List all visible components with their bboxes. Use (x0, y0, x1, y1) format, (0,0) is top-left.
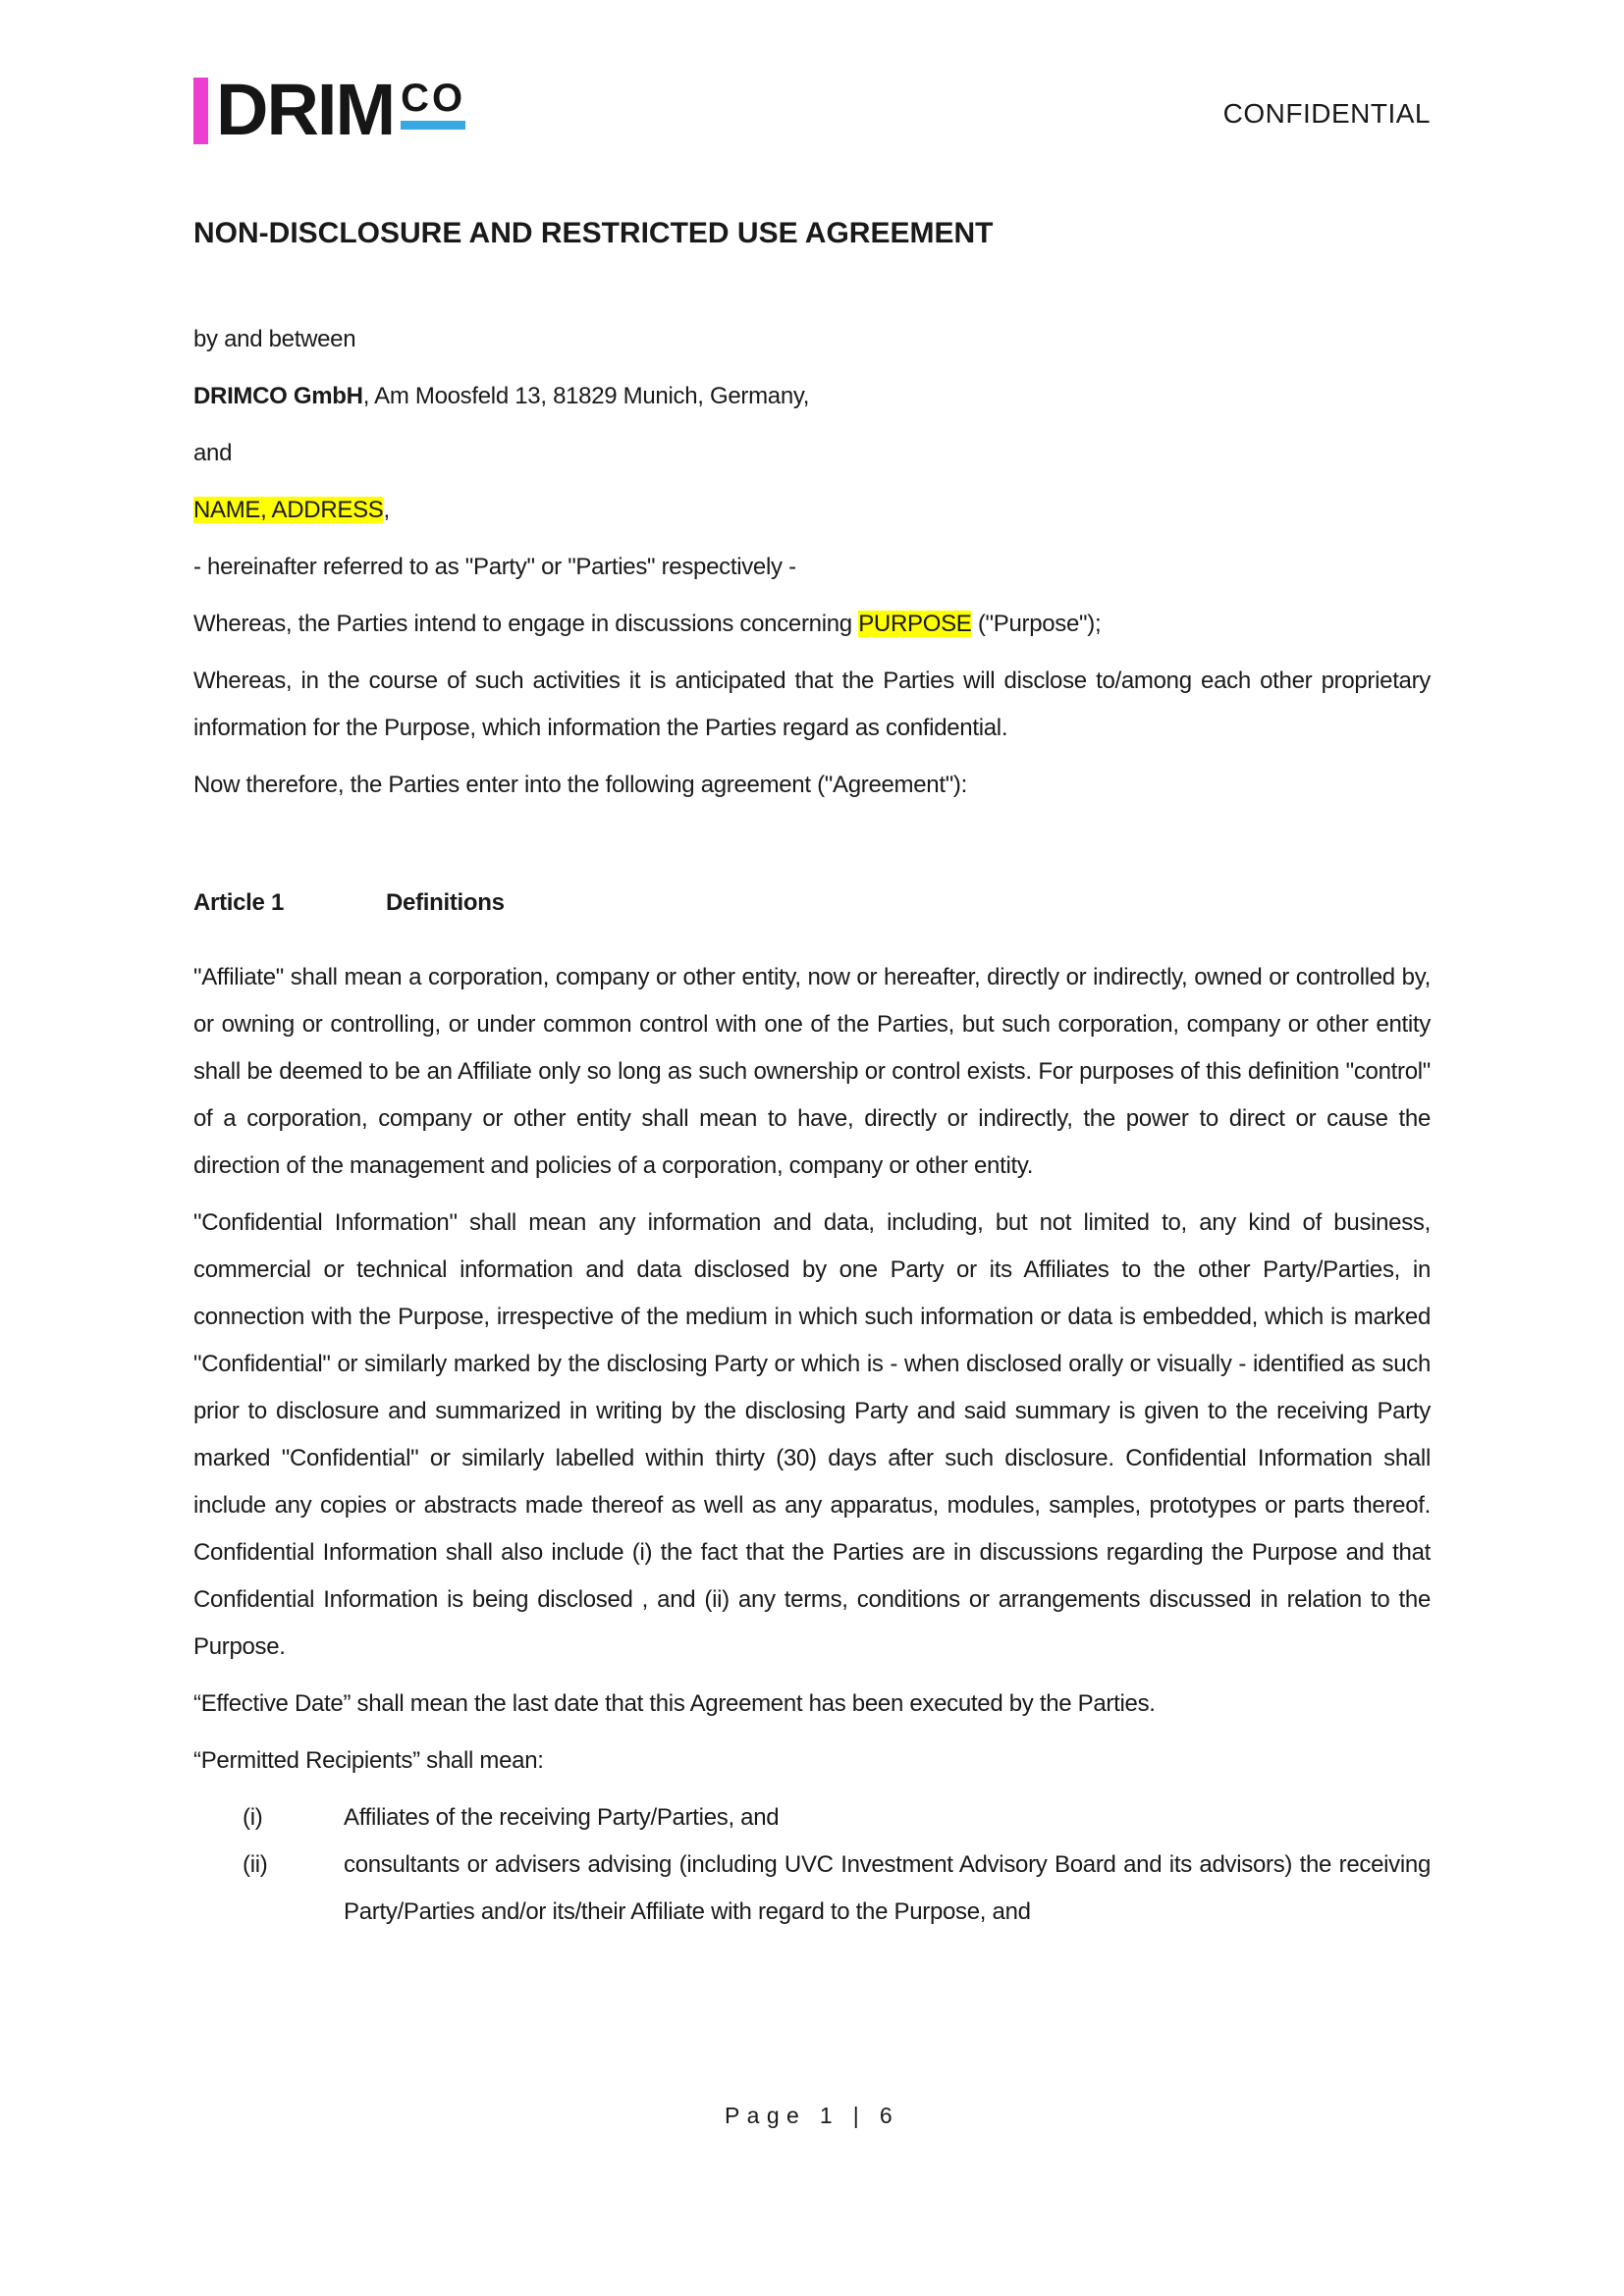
logo-suffix-text: CO (401, 77, 466, 120)
intro-section (193, 316, 1431, 809)
text-segment: - hereinafter referred to as "Party" or "Parties" respectively - (193, 554, 796, 580)
text-segment: , Am Moosfeld 13, 81829 Munich, Germany, (362, 383, 810, 409)
bold-text: DRIMCO GmbH (193, 383, 363, 409)
article-1-title: Definitions (386, 889, 505, 916)
text-segment: Now therefore, the Parties enter into the following agreement ("Agreement"): (193, 772, 967, 798)
paragraph-hereinafter (193, 544, 1431, 591)
article-1-number: Article 1 (193, 889, 285, 916)
text-segment: ("Purpose"); (971, 611, 1102, 637)
highlighted-text: NAME, ADDRESS (193, 497, 384, 523)
text-segment: “Permitted Recipients” shall mean: (193, 1747, 544, 1774)
logo-magenta-bar-icon (193, 78, 208, 144)
paragraph-by-and-between (193, 316, 1431, 363)
document-title: NON-DISCLOSURE AND RESTRICTED USE AGREEMENT (193, 217, 994, 249)
definition-confidential-information (193, 1200, 1431, 1671)
text-segment: “Effective Date” shall mean the last date that this Agreement has been executed by the Parties. (193, 1690, 1156, 1717)
text-segment: Whereas, in the course of such activities it is anticipated that the Parties will disclose to/among each other proprietary information for the Purpose, which information the Parties regard as confidential. (193, 667, 1431, 741)
list-item-marker: (i) (243, 1804, 263, 1831)
paragraph-drimco-address (193, 373, 1431, 420)
paragraph-whereas-purpose (193, 601, 1431, 648)
page-header (193, 69, 1431, 150)
paragraph-now-therefore (193, 762, 1431, 809)
list-item-i (193, 1794, 1431, 1842)
text-segment: and (193, 440, 233, 466)
text-segment: "Confidential Information" shall mean any information and data, including, but not limited to, any kind of business, commercial or technical information and data disclosed by one Party or its Affiliates to the other Party/Parties, in connection with the Purpose, irrespective of the medium in which such information or data is embedded, which is marked "Confidential" or similarly marked by the disclosing Party or which is - when disclosed orally or visually - identified as such prior to disclosure and summarized in writing by the disclosing Party and said summary is given to the receiving Party marked "Confidential" or similarly labelled within thirty (30) days after such disclosure. Confidential Information shall include any copies or abstracts made thereof as well as any apparatus, modules, samples, prototypes or parts thereof. Confidential Information shall also include (i) the fact that the Parties are in discussions regarding the Purpose and that Confidential Information is being disclosed , and (ii) any terms, conditions or arrangements discussed in relation to the Purpose. (193, 1209, 1431, 1660)
permitted-recipients-list (193, 1794, 1431, 1936)
text-segment: by and between (193, 326, 356, 352)
list-item-text: consultants or advisers advising (including UVC Investment Advisory Board and its advisors) the receiving Party/Parties and/or its/their Affiliate with regard to the Purpose, and (344, 1851, 1431, 1925)
paragraph-whereas-course (193, 658, 1431, 752)
article-1-heading (193, 880, 1431, 927)
highlighted-text: PURPOSE (858, 611, 972, 637)
definition-effective-date (193, 1681, 1431, 1728)
logo-suffix-block (401, 77, 466, 130)
paragraph-name-address (193, 487, 1431, 534)
list-item-text: Affiliates of the receiving Party/Parties, and (344, 1804, 780, 1831)
definition-affiliate (193, 954, 1431, 1190)
list-item-marker: (ii) (243, 1851, 268, 1878)
paragraph-and (193, 430, 1431, 477)
list-item-ii (193, 1842, 1431, 1936)
definitions-section (193, 954, 1431, 1785)
text-segment: , (383, 497, 390, 523)
page-number-footer: Page 1 | 6 (724, 2103, 900, 2128)
confidential-label: CONFIDENTIAL (1222, 98, 1431, 129)
logo-cyan-underline-icon (401, 121, 465, 130)
definition-permitted-recipients (193, 1737, 1431, 1785)
logo-brand-text: DRIM (216, 69, 395, 150)
drimco-logo (193, 69, 466, 150)
text-segment: "Affiliate" shall mean a corporation, company or other entity, now or hereafter, directly or indirectly, owned or controlled by, or owning or controlling, or under common control with one of the Parties, but such corporation, company or other entity shall be deemed to be an Affiliate only so long as such ownership or control exists. For purposes of this definition "control" of a corporation, company or other entity shall mean to have, directly or indirectly, the power to direct or cause the direction of the management and policies of a corporation, company or other entity. (193, 964, 1431, 1179)
text-segment: Whereas, the Parties intend to engage in discussions concerning (193, 611, 859, 637)
